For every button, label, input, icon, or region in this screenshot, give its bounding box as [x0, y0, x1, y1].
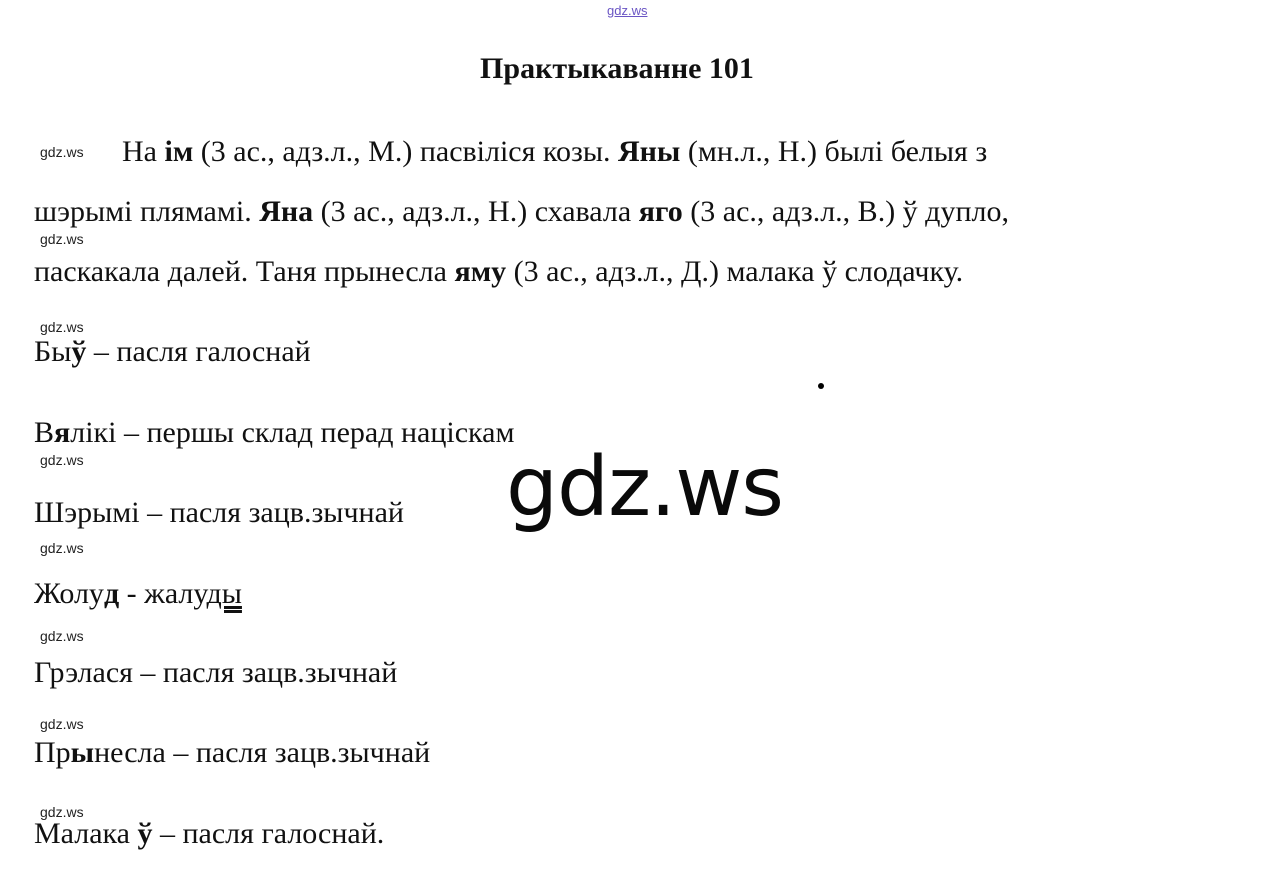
list-item: Грэлася – пасля зацв.зычнай [34, 656, 398, 689]
small-watermark: gdz.ws [40, 452, 84, 468]
list-item: Прынесла – пасля зацв.зычнай [34, 736, 431, 769]
list-item: Жолуд - жалуды [34, 577, 242, 610]
page-title: Практыкаванне 101 [480, 52, 754, 85]
small-watermark: gdz.ws [40, 231, 84, 247]
small-watermark: gdz.ws [40, 804, 84, 820]
small-watermark: gdz.ws [40, 144, 84, 160]
small-watermark: gdz.ws [40, 716, 84, 732]
gdz-link[interactable]: gdz.ws [607, 3, 648, 18]
list-item: Вялікі – першы склад перад націскам [34, 416, 515, 449]
paragraph-line: На ім (3 ас., адз.л., М.) пасвіліся козы. Яны (мн.л., Н.) былі белыя з [122, 135, 988, 168]
paragraph-line: шэрымі плямамі. Яна (3 ас., адз.л., Н.) схавала яго (3 ас., адз.л., В.) ў дупло, [34, 195, 1009, 228]
big-watermark: gdz.ws [506, 440, 783, 535]
list-item: Малака ў – пасля галоснай. [34, 817, 385, 850]
paragraph-line: паскакала далей. Таня прынесла яму (3 ас., адз.л., Д.) малака ў слодачку. [34, 255, 964, 288]
small-watermark: gdz.ws [40, 319, 84, 335]
list-item: Шэрымі – пасля зацв.зычнай [34, 496, 404, 529]
small-watermark: gdz.ws [40, 628, 84, 644]
list-item: Быў – пасля галоснай [34, 335, 311, 368]
small-watermark: gdz.ws [40, 540, 84, 556]
dot-mark [818, 383, 824, 389]
